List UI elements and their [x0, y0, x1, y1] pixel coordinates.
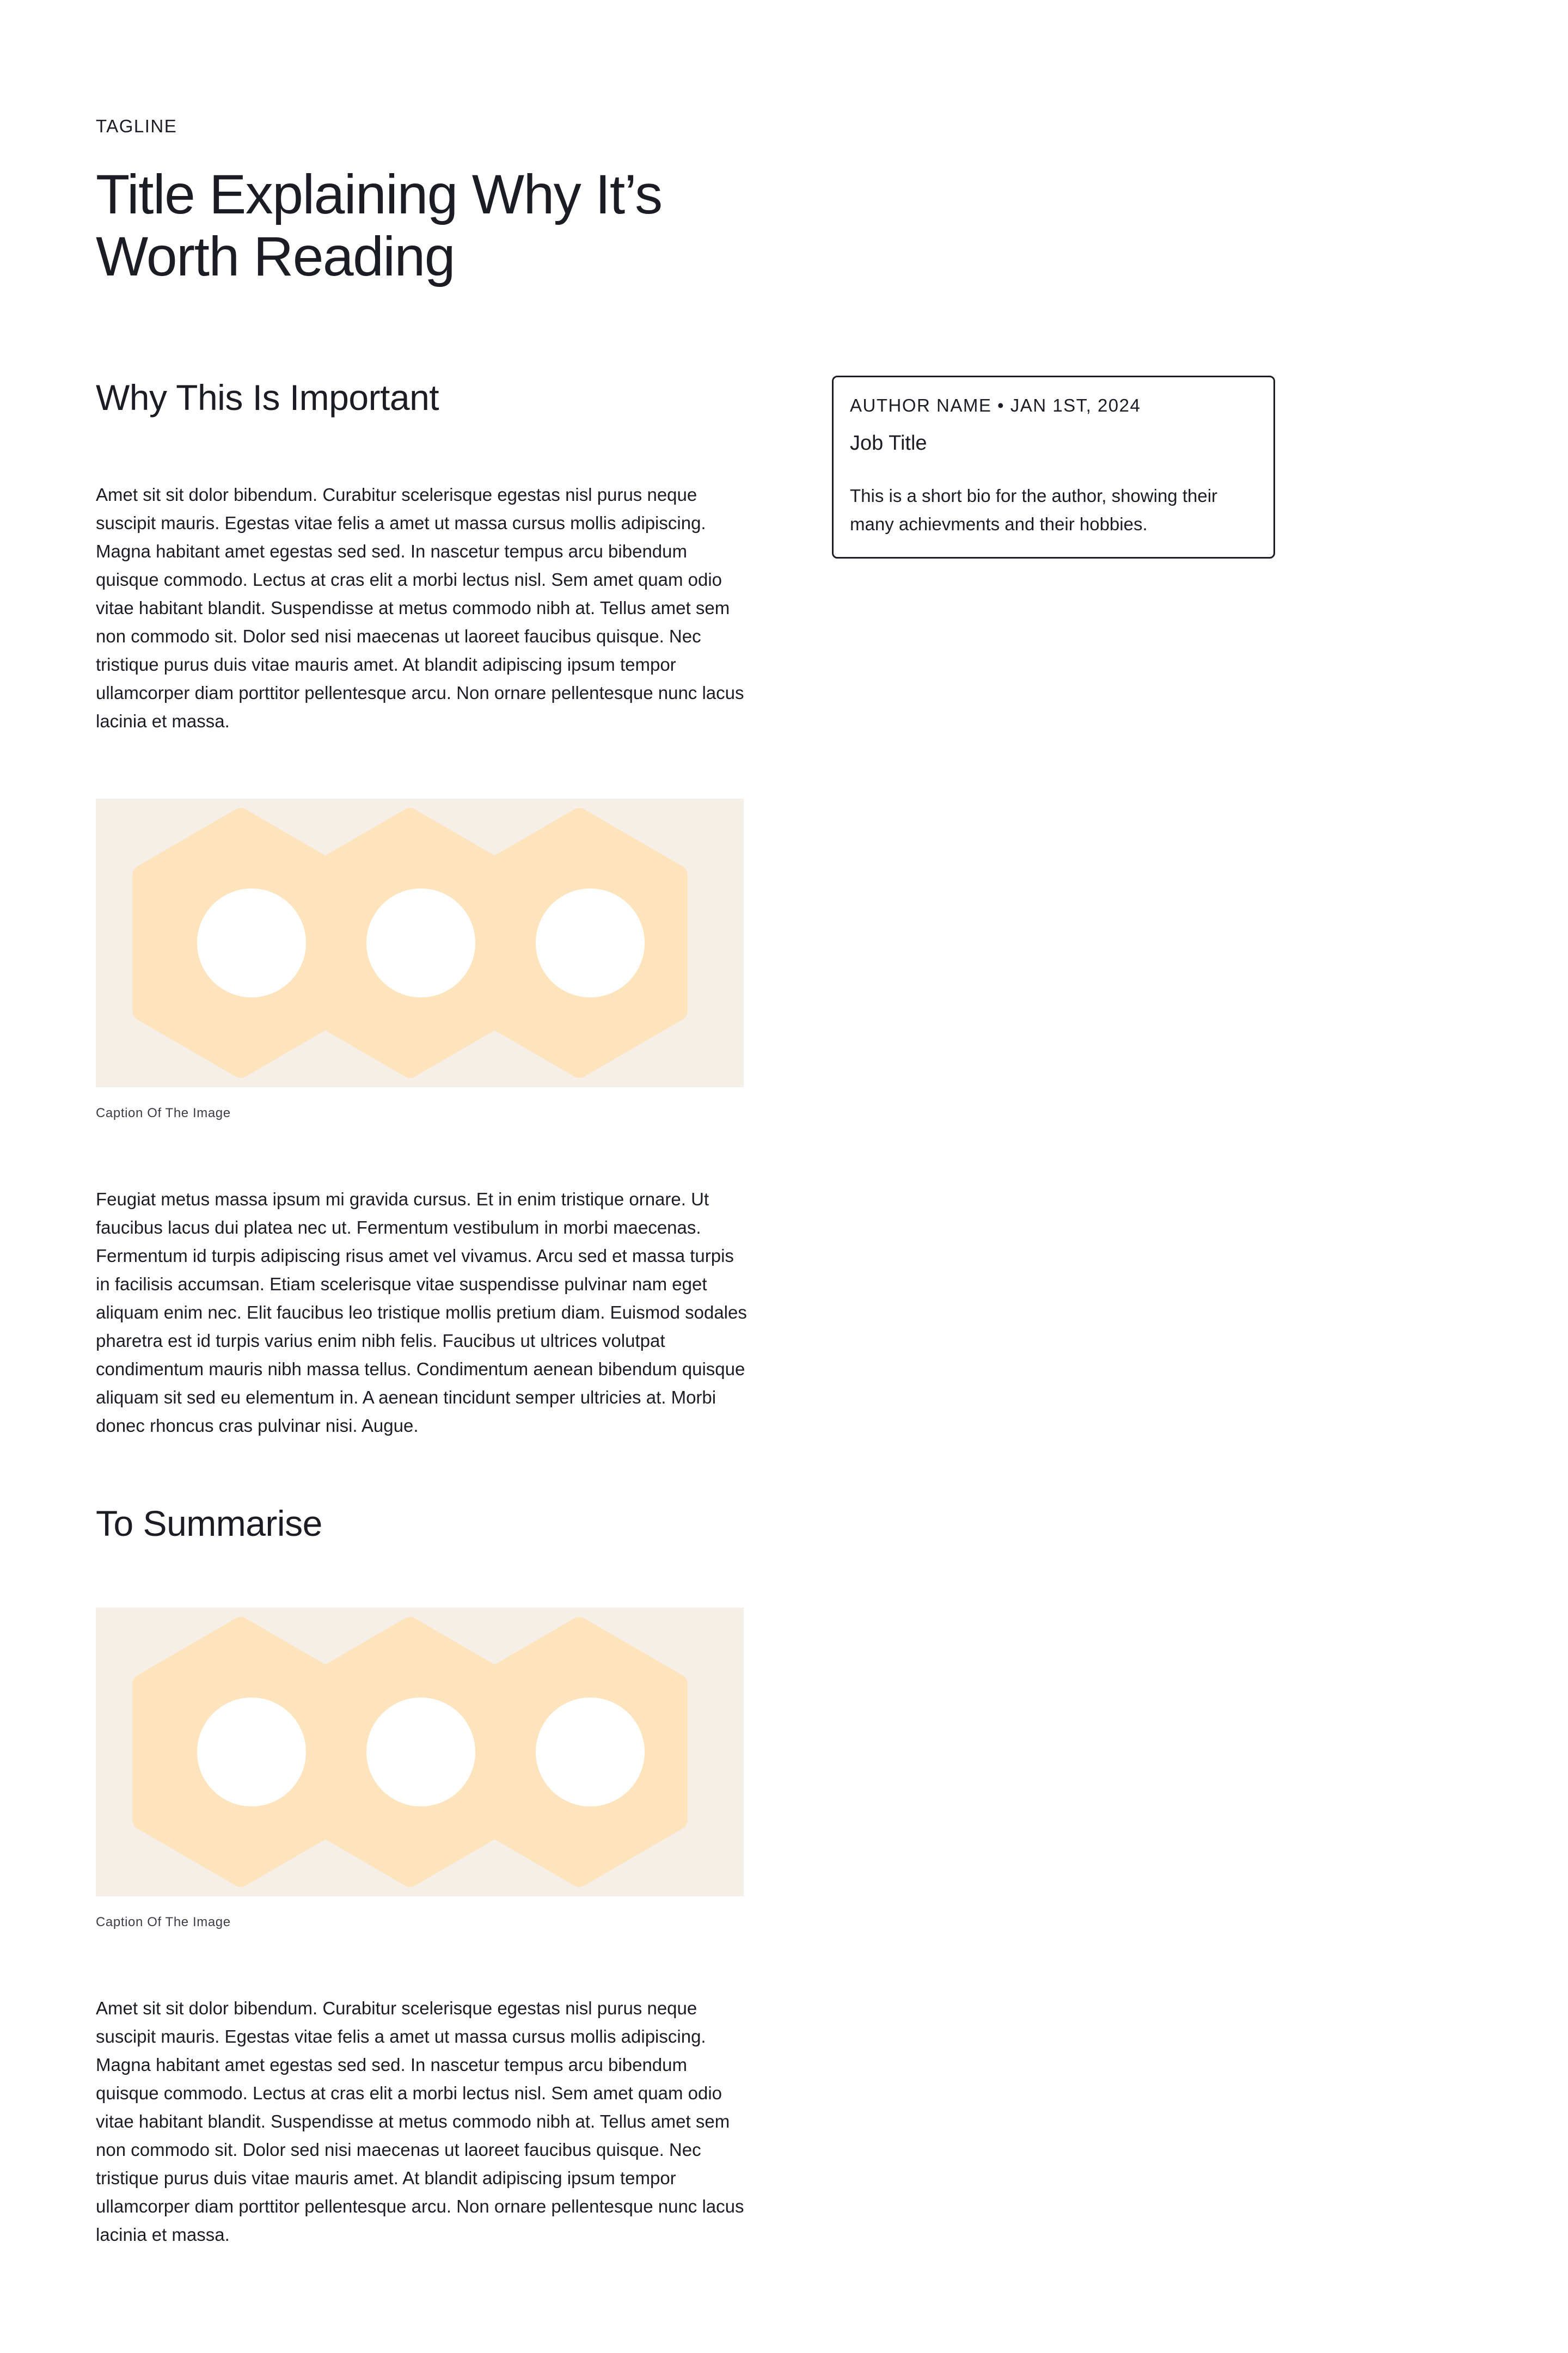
hexagon-rings-icon [96, 1608, 744, 1896]
author-meta: AUTHOR NAME • JAN 1ST, 2024 [850, 395, 1141, 415]
section-heading-important: Why This Is Important [96, 377, 439, 418]
tagline: TAGLINE [96, 116, 177, 136]
article-paragraph-3: Amet sit sit dolor bibendum. Curabitur scelerisque egestas nisl purus neque suscipit mauris. Egestas vitae felis a amet ut massa cursus mollis adipiscing. Magna habitant amet egestas sed sed. In nascetur tempus arcu bibendum quisque commodo. Lectus at cras elit a morbi lectus nisl. Sem amet quam odio vitae habitant blandit. Suspendisse at metus commodo nibh at. Tellus amet sem non commodo sit. Dolor sed nisi maecenas ut laoreet faucibus quisque. Nec tristique purus duis vitae mauris amet. At blandit adipiscing ipsum tempor ullamcorper diam porttitor pellentesque arcu. Non ornare pellentesque nunc lacus lacinia et massa. [96, 1998, 744, 2245]
page-title: Title Explaining Why It’s Worth Reading [96, 163, 662, 287]
author-card [832, 376, 1275, 559]
article-paragraph-1: Amet sit sit dolor bibendum. Curabitur scelerisque egestas nisl purus neque suscipit mauris. Egestas vitae felis a amet ut massa cursus mollis adipiscing. Magna habitant amet egestas sed sed. In nascetur tempus arcu bibendum quisque commodo. Lectus at cras elit a morbi lectus nisl. Sem amet quam odio vitae habitant blandit. Suspendisse at metus commodo nibh at. Tellus amet sem non commodo sit. Dolor sed nisi maecenas ut laoreet faucibus quisque. Nec tristique purus duis vitae mauris amet. At blandit adipiscing ipsum tempor ullamcorper diam porttitor pellentesque arcu. Non ornare pellentesque nunc lacus lacinia et massa. [96, 485, 744, 731]
image-caption-2: Caption Of The Image [96, 1915, 231, 1929]
section-heading-summary: To Summarise [96, 1503, 322, 1543]
author-bio: This is a short bio for the author, showing their many achievments and their hobbies. [850, 486, 1218, 534]
article-image-2 [96, 1608, 744, 1896]
article-image-1 [96, 799, 744, 1087]
image-caption-1: Caption Of The Image [96, 1106, 231, 1120]
hexagon-rings-icon [96, 799, 744, 1087]
article-paragraph-2: Feugiat metus massa ipsum mi gravida cursus. Et in enim tristique ornare. Ut faucibus lacus dui platea nec ut. Fermentum vestibulum in morbi maecenas. Fermentum id turpis adipiscing risus amet vel vivamus. Arcu sed et massa turpis in facilisis accumsan. Etiam scelerisque vitae suspendisse pulvinar nam eget aliquam enim nec. Elit faucibus leo tristique mollis pretium diam. Euismod sodales pharetra est id turpis varius enim nibh felis. Faucibus ut ultrices volutpat condimentum mauris nibh massa tellus. Condimentum aenean bibendum quisque aliquam sit sed eu elementum in. A aenean tincidunt semper ultricies at. Morbi donec rhoncus cras pulvinar nisi. Augue. [96, 1189, 747, 1436]
author-job-title: Job Title [850, 432, 927, 455]
